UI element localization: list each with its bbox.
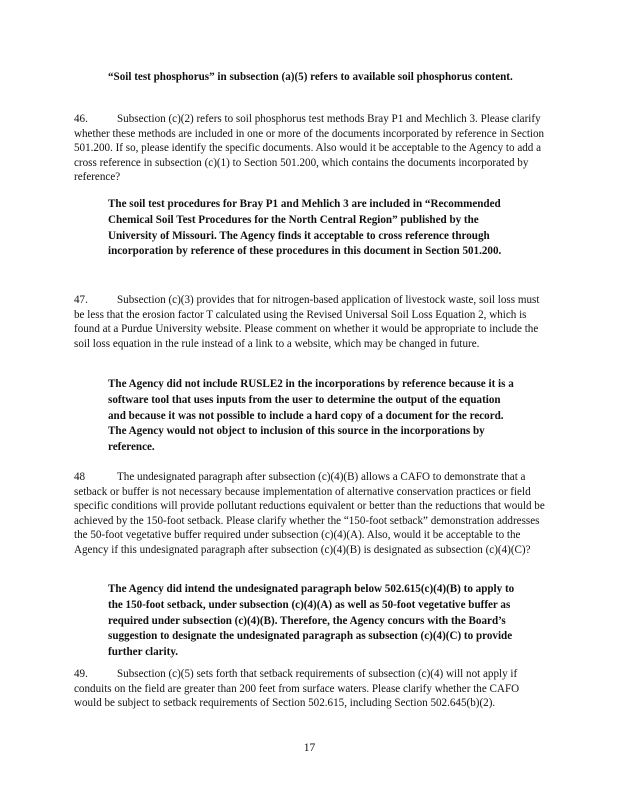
question-47 — [74, 293, 546, 351]
question-number: 49. — [74, 668, 88, 680]
question-46 — [74, 112, 546, 185]
question-49 — [74, 667, 546, 711]
answer-45: “Soil test phosphorus” in subsection (a)(5) refers to available soil phosphorus content. — [108, 71, 513, 83]
question-48 — [74, 470, 546, 558]
answer-47: The Agency did not include RUSLE2 in the incorporations by reference because it is a software tool that uses inputs from the user to determine the output of the equation and because it was not possible to include a hard copy of a document for the record. The Agency would not object to inclusion of this source in the incorporations by reference. — [108, 378, 514, 454]
question-text: Subsection (c)(3) provides that for nitrogen-based application of livestock waste, soil loss must be less that the erosion factor T calculated using the Revised Universal Soil Loss Equation 2, which is found at a Purdue University website. Please comment on whether it would be appropriate to include the soil loss equation in the rule instead of a link to a website, which may be changed in future. — [74, 294, 540, 350]
page-number: 17 — [303, 742, 316, 754]
question-text: The undesignated paragraph after subsection (c)(4)(B) allows a CAFO to demonstrate that a setback or buffer is not necessary because implementation of alternative conservation practices or field specific conditions will provide pollutant reductions equivalent or better than the reductions that would be achieved by the 150-foot setback. Please clarify whether the “150-foot setback” demonstration addresses the 50-foot vegetative buffer required under subsection (c)(4)(A). Also, would it be acceptable to the Agency if this undesignated paragraph after subsection (c)(4)(B) is designated as subsection (c)(4)(C)? — [74, 471, 545, 556]
question-number: 48 — [74, 471, 86, 483]
answer-48: The Agency did intend the undesignated paragraph below 502.615(c)(4)(B) to apply to the 150-foot setback, under subsection (c)(4)(A) as well as 50-foot vegetative buffer as required under subsection (c)(4)(B). Therefore, the Agency concurs with the Board’s suggestion to designate the undesignated paragraph as subsection (c)(4)(C) to provide further clarity. — [108, 583, 515, 659]
question-text: Subsection (c)(5) sets forth that setback requirements of subsection (c)(4) will not apply if conduits on the field are greater than 200 feet from surface waters. Please clarify whether the CAFO would be subject to setback requirements of Section 502.615, including Section 502.645(b)(2). — [74, 668, 520, 710]
question-text: Subsection (c)(2) refers to soil phosphorus test methods Bray P1 and Mechlich 3. Please clarify whether these methods are included in one or more of the documents incorporated by reference in Section 501.200. If so, please identify the specific documents. Also would it be acceptable to the Agency to add a cross reference in subsection (c)(1) to Section 501.200, which contains the documents incorporated by reference? — [74, 113, 545, 184]
question-number: 47. — [74, 294, 88, 306]
answer-46: The soil test procedures for Bray P1 and Mehlich 3 are included in “Recommended Chemical Soil Test Procedures for the North Central Region” published by the University of Missouri. The Agency finds it acceptable to cross reference through incorporation by reference of these procedures in this document in Section 501.200. — [108, 198, 502, 258]
question-number: 46. — [74, 113, 88, 125]
